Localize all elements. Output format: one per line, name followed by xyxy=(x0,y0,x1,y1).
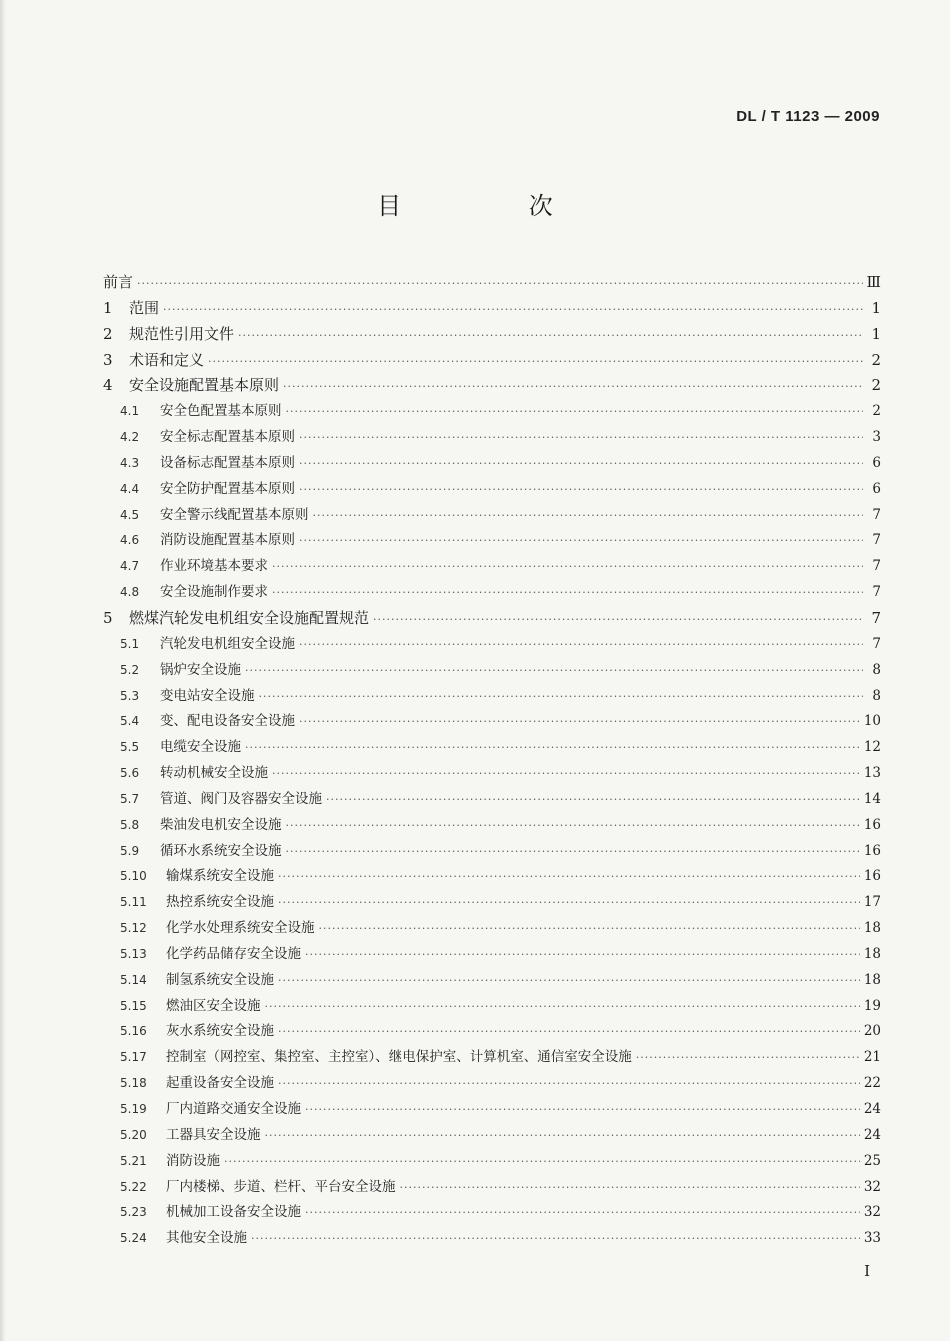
dot-leader xyxy=(278,890,860,916)
toc-entry-number: 5.10 xyxy=(120,869,147,884)
toc-entry-label: 变、配电设备安全设施 xyxy=(160,713,295,730)
dot-leader xyxy=(286,839,860,865)
toc-entry-label: 安全设施制作要求 xyxy=(160,584,268,601)
dot-leader xyxy=(299,528,863,554)
toc-entry-label: 安全防护配置基本原则 xyxy=(160,480,295,497)
toc-entry-page: 7 xyxy=(872,506,881,523)
toc-entry-label: 安全警示线配置基本原则 xyxy=(160,506,309,523)
toc-entry-page: 1 xyxy=(871,298,881,317)
toc-entry[interactable] xyxy=(103,503,881,529)
toc-entry-number: 4.2 xyxy=(120,430,140,445)
toc-entry-label: 工器具安全设施 xyxy=(166,1126,261,1143)
toc-entry-page: 16 xyxy=(863,816,881,833)
dot-leader xyxy=(278,968,860,994)
dot-leader xyxy=(278,1019,860,1045)
toc-entry[interactable] xyxy=(103,735,881,761)
toc-entry-number: 5.12 xyxy=(120,921,147,936)
toc-entry-number: 4.8 xyxy=(120,585,140,600)
toc-entry[interactable] xyxy=(103,1071,881,1097)
toc-entry-number: 5.8 xyxy=(120,817,140,832)
page-title: 目 次 xyxy=(377,192,613,220)
page-number: Ⅰ xyxy=(864,1262,870,1280)
dot-leader xyxy=(245,658,863,684)
table-of-contents xyxy=(103,270,881,1252)
toc-entry-number: 5.21 xyxy=(120,1153,147,1168)
dot-leader xyxy=(299,709,860,735)
toc-entry-page: 2 xyxy=(872,403,881,420)
toc-entry-page: 25 xyxy=(863,1152,881,1169)
toc-entry[interactable] xyxy=(103,606,881,632)
dot-leader xyxy=(265,1123,860,1149)
toc-entry[interactable] xyxy=(103,632,881,658)
toc-entry-number: 5.9 xyxy=(120,843,140,858)
toc-entry-number: 5.16 xyxy=(120,1024,147,1039)
toc-entry-label: 机械加工设备安全设施 xyxy=(166,1204,301,1221)
dot-leader xyxy=(305,942,860,968)
toc-entry-number: 1 xyxy=(103,298,113,317)
toc-entry-page: 2 xyxy=(871,350,881,369)
toc-entry-page: Ⅲ xyxy=(866,273,881,291)
dot-leader xyxy=(283,374,863,400)
toc-entry-number: 4.4 xyxy=(120,481,140,496)
toc-entry-page: 14 xyxy=(863,790,881,807)
toc-entry[interactable] xyxy=(103,787,881,813)
toc-entry[interactable] xyxy=(103,296,881,322)
dot-leader xyxy=(224,1149,860,1175)
toc-entry-label: 锅炉安全设施 xyxy=(160,661,241,678)
toc-entry[interactable] xyxy=(103,684,881,710)
toc-entry-number: 5.11 xyxy=(120,895,147,910)
dot-leader xyxy=(299,451,863,477)
toc-entry[interactable] xyxy=(103,399,881,425)
dot-leader xyxy=(313,503,864,529)
toc-entry-page: 7 xyxy=(872,635,881,652)
dot-leader xyxy=(299,425,863,451)
toc-entry-page: 16 xyxy=(863,842,881,859)
toc-entry-number: 5.7 xyxy=(120,791,140,806)
toc-entry-number: 5 xyxy=(103,608,113,627)
toc-entry-number: 3 xyxy=(103,350,113,369)
toc-entry[interactable] xyxy=(103,322,881,348)
toc-entry-page: 13 xyxy=(863,765,881,782)
toc-entry-number: 4.7 xyxy=(120,559,140,574)
toc-entry-label: 厂内楼梯、步道、栏杆、平台安全设施 xyxy=(166,1178,396,1195)
toc-entry-page: 3 xyxy=(872,429,881,446)
toc-entry-label: 前言 xyxy=(103,273,134,291)
toc-entry-page: 16 xyxy=(863,868,881,885)
dot-leader xyxy=(208,349,863,375)
toc-entry[interactable] xyxy=(103,1045,881,1071)
toc-entry-label: 控制室（网控室、集控室、主控室）、继电保护室、计算机室、通信室安全设施 xyxy=(166,1049,632,1066)
dot-leader xyxy=(272,761,860,787)
dot-leader xyxy=(326,787,860,813)
dot-leader xyxy=(272,580,863,606)
toc-entry-number: 5.6 xyxy=(120,766,140,781)
toc-entry-number: 4.3 xyxy=(120,455,140,470)
dot-leader xyxy=(636,1045,860,1071)
toc-entry-label: 管道、阀门及容器安全设施 xyxy=(160,790,322,807)
toc-entry-number: 5.15 xyxy=(120,998,147,1013)
toc-entry[interactable] xyxy=(103,968,881,994)
toc-entry[interactable] xyxy=(103,813,881,839)
toc-entry-number: 5.24 xyxy=(120,1231,147,1246)
toc-entry-label: 燃油区安全设施 xyxy=(166,997,261,1014)
toc-entry-page: 18 xyxy=(863,971,881,988)
toc-entry[interactable] xyxy=(103,890,881,916)
toc-entry-label: 灰水系统安全设施 xyxy=(166,1023,274,1040)
dot-leader xyxy=(278,1071,860,1097)
toc-entry-label: 起重设备安全设施 xyxy=(166,1075,274,1092)
toc-entry-page: 24 xyxy=(863,1126,881,1143)
toc-entry-page: 6 xyxy=(872,480,881,497)
toc-entry[interactable] xyxy=(103,1226,881,1252)
toc-entry-label: 消防设施配置基本原则 xyxy=(160,532,295,549)
toc-entry-page: 21 xyxy=(863,1049,881,1066)
toc-entry-page: 7 xyxy=(872,558,881,575)
toc-entry[interactable] xyxy=(103,1149,881,1175)
dot-leader xyxy=(305,1200,860,1226)
toc-entry-page: 10 xyxy=(863,713,881,730)
toc-entry-number: 5.5 xyxy=(120,740,140,755)
toc-entry-label: 柴油发电机安全设施 xyxy=(160,816,282,833)
toc-entry-number: 5.4 xyxy=(120,714,140,729)
toc-entry-label: 热控系统安全设施 xyxy=(166,894,274,911)
toc-entry-label: 规范性引用文件 xyxy=(129,324,235,343)
toc-entry-label: 作业环境基本要求 xyxy=(160,558,268,575)
toc-entry[interactable] xyxy=(103,916,881,942)
toc-entry[interactable] xyxy=(103,425,881,451)
toc-entry[interactable] xyxy=(103,658,881,684)
toc-entry-number: 5.19 xyxy=(120,1102,147,1116)
toc-entry-page: 2 xyxy=(871,376,881,395)
toc-entry-label: 范围 xyxy=(129,298,160,317)
toc-entry-page: 6 xyxy=(872,454,881,471)
toc-entry[interactable] xyxy=(103,709,881,735)
dot-leader xyxy=(272,554,863,580)
toc-entry-number: 5.23 xyxy=(120,1205,147,1220)
toc-entry[interactable] xyxy=(103,761,881,787)
toc-entry-page: 18 xyxy=(863,945,881,962)
toc-entry-number: 5.22 xyxy=(120,1179,147,1194)
toc-entry-page: 8 xyxy=(872,661,881,678)
toc-entry-page: 8 xyxy=(872,687,881,704)
toc-entry-label: 安全色配置基本原则 xyxy=(160,403,282,420)
toc-entry-label: 安全标志配置基本原则 xyxy=(160,429,295,446)
toc-entry-number: 4.6 xyxy=(120,533,140,548)
dot-leader xyxy=(137,271,863,297)
dot-leader xyxy=(278,864,860,890)
dot-leader xyxy=(259,684,864,710)
toc-entry-page: 22 xyxy=(863,1075,881,1092)
toc-entry[interactable] xyxy=(103,528,881,554)
dot-leader xyxy=(245,735,860,761)
dot-leader xyxy=(319,916,860,942)
toc-entry-number: 5.1 xyxy=(120,636,140,651)
toc-entry-number: 4.5 xyxy=(120,507,140,522)
toc-entry-label: 转动机械安全设施 xyxy=(160,765,268,782)
toc-entry-label: 制氢系统安全设施 xyxy=(166,971,274,988)
toc-entry-page: 33 xyxy=(863,1230,881,1247)
toc-entry-label: 变电站安全设施 xyxy=(160,687,255,704)
toc-entry-label: 化学药品储存安全设施 xyxy=(166,945,301,962)
dot-leader xyxy=(265,994,860,1020)
toc-entry[interactable] xyxy=(103,348,881,374)
toc-entry-label: 汽轮发电机组安全设施 xyxy=(160,635,295,652)
toc-entry-label: 化学水处理系统安全设施 xyxy=(166,920,315,937)
toc-entry-label: 设备标志配置基本原则 xyxy=(160,454,295,471)
toc-entry[interactable] xyxy=(103,839,881,865)
toc-entry-page: 7 xyxy=(872,584,881,601)
toc-entry-label: 输煤系统安全设施 xyxy=(166,868,274,885)
toc-entry-page: 7 xyxy=(871,608,881,627)
toc-entry[interactable] xyxy=(103,1123,881,1149)
toc-entry-label: 电缆安全设施 xyxy=(160,739,241,756)
toc-entry-number: 5.3 xyxy=(120,688,140,703)
toc-entry[interactable] xyxy=(103,477,881,503)
dot-leader xyxy=(299,632,863,658)
toc-entry-label: 消防设施 xyxy=(166,1152,220,1169)
toc-entry[interactable] xyxy=(103,580,881,606)
toc-entry-page: 17 xyxy=(863,894,881,911)
toc-entry-number: 5.14 xyxy=(120,972,147,987)
toc-entry-page: 1 xyxy=(871,324,881,343)
toc-entry[interactable] xyxy=(103,1200,881,1226)
toc-entry-label: 其他安全设施 xyxy=(166,1230,247,1247)
dot-leader xyxy=(251,1226,860,1252)
toc-entry[interactable] xyxy=(103,1097,881,1123)
toc-entry-number: 5.20 xyxy=(120,1127,147,1142)
toc-entry[interactable] xyxy=(103,451,881,477)
toc-entry-label: 燃煤汽轮发电机组安全设施配置规范 xyxy=(129,608,370,627)
toc-entry-number: 5.13 xyxy=(120,946,147,961)
toc-entry-page: 19 xyxy=(863,997,881,1014)
toc-entry[interactable] xyxy=(103,554,881,580)
dot-leader xyxy=(299,477,863,503)
toc-entry-label: 循环水系统安全设施 xyxy=(160,842,282,859)
toc-entry[interactable] xyxy=(103,994,881,1020)
toc-entry-page: 12 xyxy=(863,739,881,756)
toc-entry-number: 5.17 xyxy=(120,1050,147,1065)
toc-entry-page: 32 xyxy=(863,1178,881,1195)
toc-entry-label: 厂内道路交通安全设施 xyxy=(166,1101,301,1117)
toc-entry-number: 4 xyxy=(103,376,113,395)
dot-leader xyxy=(286,399,864,425)
dot-leader xyxy=(400,1175,860,1201)
toc-entry[interactable] xyxy=(103,1175,881,1201)
toc-entry-page: 20 xyxy=(863,1023,881,1040)
dot-leader xyxy=(163,297,863,323)
toc-entry-number: 2 xyxy=(103,324,113,343)
toc-entry-label: 术语和定义 xyxy=(129,350,205,369)
toc-entry-number: 5.2 xyxy=(120,662,140,677)
toc-entry[interactable] xyxy=(103,373,881,399)
dot-leader xyxy=(305,1097,860,1123)
document-code: DL / T 1123 — 2009 xyxy=(736,108,880,125)
toc-entry[interactable] xyxy=(103,270,881,296)
dot-leader xyxy=(373,607,863,633)
dot-leader xyxy=(238,323,863,349)
toc-entry[interactable] xyxy=(103,1019,881,1045)
toc-entry-page: 24 xyxy=(863,1101,881,1117)
toc-entry-number: 5.18 xyxy=(120,1076,147,1091)
toc-entry-label: 安全设施配置基本原则 xyxy=(129,376,280,395)
toc-entry[interactable] xyxy=(103,942,881,968)
toc-entry-page: 7 xyxy=(872,532,881,549)
toc-entry-page: 18 xyxy=(863,920,881,937)
toc-entry[interactable] xyxy=(103,864,881,890)
toc-entry-page: 32 xyxy=(863,1204,881,1221)
dot-leader xyxy=(286,813,860,839)
toc-entry-number: 4.1 xyxy=(120,404,140,419)
